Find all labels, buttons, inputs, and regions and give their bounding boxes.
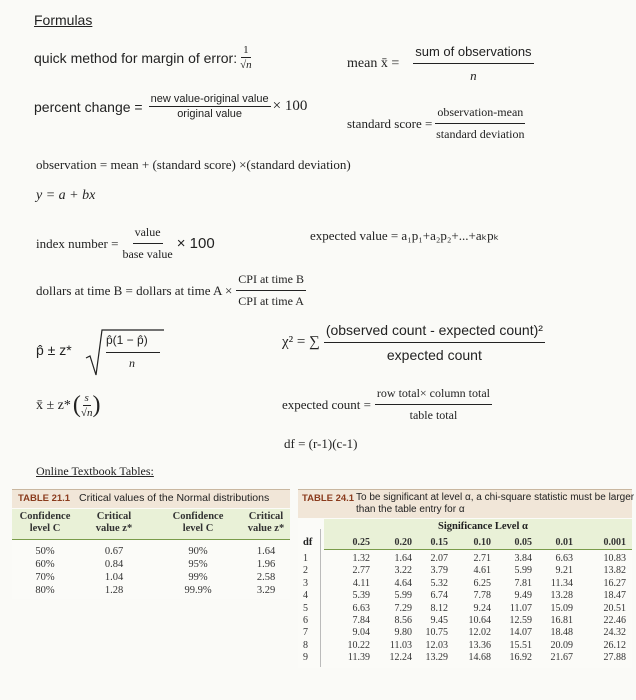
table-cell: 2.58 bbox=[256, 572, 276, 583]
table-24-df-value: 9 bbox=[303, 652, 308, 664]
chi-fraction bbox=[324, 322, 545, 363]
online-tables-label: Online Textbook Tables: bbox=[36, 464, 154, 478]
cpi-label: dollars at time B = dollars at time A × bbox=[36, 282, 233, 298]
t21-h-conf-2b: level C bbox=[182, 523, 214, 534]
table-cell: 13.36 bbox=[468, 639, 491, 651]
cpi-den: CPI at time A bbox=[238, 294, 304, 308]
line-formula: y = a + bx bbox=[36, 188, 96, 203]
meanci-den: √n bbox=[80, 407, 93, 419]
mean-num: sum of observations bbox=[413, 44, 533, 64]
table-24-level-header: 0.05 bbox=[514, 537, 532, 548]
table-cell: 13.29 bbox=[425, 652, 448, 664]
table-cell: 11.34 bbox=[550, 577, 573, 589]
expcount-den: table total bbox=[409, 408, 458, 422]
df-formula: df = (r-1)(c-1) bbox=[284, 436, 358, 451]
table-21-tag: TABLE 21.1 bbox=[18, 493, 71, 504]
table-cell: 27.88 bbox=[603, 652, 626, 664]
table-24-df-value: 7 bbox=[303, 627, 308, 639]
t21-h-crit-1b: value z* bbox=[95, 523, 133, 534]
table-cell: 1.28 bbox=[104, 585, 124, 596]
index-fraction bbox=[122, 225, 172, 262]
meanci-num: s bbox=[84, 392, 89, 404]
table-24-df-value: 1 bbox=[303, 553, 308, 564]
table-cell: 1.04 bbox=[104, 572, 124, 583]
proportion-ci-formula bbox=[36, 328, 166, 380]
percent-change-formula bbox=[34, 93, 307, 120]
table-cell: 1.64 bbox=[394, 553, 412, 564]
expcount-fraction bbox=[375, 386, 492, 423]
table-cell: 10.22 bbox=[347, 639, 370, 651]
table-cell: 12.24 bbox=[389, 652, 412, 664]
table-24-df-value: 6 bbox=[303, 615, 308, 626]
prop-frac-line bbox=[106, 352, 160, 353]
mean-formula bbox=[347, 44, 534, 84]
table-cell: 9.49 bbox=[514, 590, 532, 602]
table-24-sig-label: Significance Level α bbox=[438, 521, 528, 532]
margin-num: 1 bbox=[243, 44, 249, 56]
table-cell: 0.84 bbox=[104, 559, 124, 570]
table-cell: 9.04 bbox=[352, 627, 370, 639]
mean-fraction bbox=[413, 44, 533, 84]
table-cell: 10.64 bbox=[468, 615, 491, 626]
pct-label: percent change = bbox=[34, 98, 143, 115]
table-24-df-value: 2 bbox=[303, 565, 308, 577]
table-cell: 9.45 bbox=[430, 615, 448, 626]
prop-num: p̂(1 − p̂) bbox=[106, 333, 148, 347]
table-cell: 24.32 bbox=[603, 627, 626, 639]
table-cell: 8.56 bbox=[394, 615, 412, 626]
table-cell: 7.78 bbox=[473, 590, 491, 602]
table-24-tag: TABLE 24.1 bbox=[302, 493, 355, 504]
table-24-1 bbox=[298, 489, 635, 668]
table-cell: 3.29 bbox=[256, 585, 276, 596]
table-cell: 13.28 bbox=[550, 590, 573, 602]
table-cell: 99.9% bbox=[184, 585, 212, 596]
table-cell: 20.09 bbox=[550, 639, 573, 651]
index-num: value bbox=[133, 225, 163, 244]
table-24-level-header: 0.20 bbox=[394, 537, 412, 548]
table-cell: 60% bbox=[35, 559, 55, 570]
table-24-df-value: 5 bbox=[303, 602, 308, 614]
mean-den: n bbox=[470, 68, 477, 83]
meanci-lead: x̄ ± z* bbox=[36, 397, 71, 413]
table-cell: 18.48 bbox=[550, 627, 573, 639]
table-24-level-header: 0.001 bbox=[603, 537, 626, 548]
table-cell: 80% bbox=[35, 585, 55, 596]
table-cell: 2.07 bbox=[430, 553, 448, 564]
table-24-df-label: df bbox=[303, 537, 313, 548]
table-24-level-header: 0.25 bbox=[352, 537, 370, 548]
table-24-level-header: 0.15 bbox=[430, 537, 448, 548]
table-cell: 3.84 bbox=[514, 553, 532, 564]
t21-h-crit-1: Critical bbox=[96, 511, 132, 522]
table-cell: 0.67 bbox=[104, 546, 124, 557]
cpi-fraction bbox=[236, 272, 306, 309]
expected-value-formula: expected value = a₁p₁+a₂p₂+...+aₖpₖ bbox=[310, 228, 500, 243]
std-den: standard deviation bbox=[436, 127, 525, 141]
std-num: observation-mean bbox=[435, 105, 525, 124]
chi-den: expected count bbox=[386, 347, 482, 363]
table-cell: 14.68 bbox=[468, 652, 491, 664]
table-cell: 21.67 bbox=[550, 652, 573, 664]
table-cell: 12.03 bbox=[425, 639, 448, 651]
table-cell: 7.29 bbox=[394, 602, 412, 614]
table-cell: 4.11 bbox=[352, 577, 370, 589]
t21-h-crit-2: Critical bbox=[248, 511, 284, 522]
mean-label: mean x̄ = bbox=[347, 56, 400, 71]
table-24-df-value: 8 bbox=[303, 639, 308, 651]
pct-den: original value bbox=[177, 108, 243, 120]
left-paren: ( bbox=[72, 392, 81, 418]
table-cell: 9.21 bbox=[555, 565, 573, 577]
table-cell: 5.99 bbox=[514, 565, 532, 577]
cpi-num: CPI at time B bbox=[236, 272, 306, 291]
table-cell: 3.79 bbox=[430, 565, 448, 577]
margin-of-error-formula bbox=[34, 44, 252, 71]
table-cell: 16.81 bbox=[550, 615, 573, 626]
expcount-num: row total× column total bbox=[375, 386, 492, 405]
standard-score-formula bbox=[347, 105, 525, 142]
table-cell: 9.24 bbox=[473, 602, 491, 614]
table-24-level-header: 0.01 bbox=[555, 537, 573, 548]
table-24-caption-2: than the table entry for α bbox=[356, 504, 465, 515]
table-cell: 11.07 bbox=[509, 602, 532, 614]
table-cell: 10.83 bbox=[603, 553, 626, 564]
chi-lead: χ² = ∑ bbox=[282, 334, 320, 350]
table-cell: 26.12 bbox=[603, 639, 626, 651]
table-24-level-header: 0.10 bbox=[473, 537, 491, 548]
expcount-label: expected count = bbox=[282, 396, 371, 412]
table-cell: 8.12 bbox=[430, 602, 448, 614]
table-cell: 5.39 bbox=[352, 590, 370, 602]
table-cell: 18.47 bbox=[603, 590, 626, 602]
table-cell: 70% bbox=[35, 572, 55, 583]
table-24-df-rule bbox=[320, 529, 321, 667]
table-cell: 1.32 bbox=[352, 553, 370, 564]
pct-fraction bbox=[149, 93, 271, 120]
index-tail: × 100 bbox=[176, 235, 215, 252]
table-cell: 16.92 bbox=[509, 652, 532, 664]
table-cell: 6.63 bbox=[352, 602, 370, 614]
table-cell: 16.27 bbox=[603, 577, 626, 589]
pct-num: new value-original value bbox=[150, 93, 269, 105]
mean-ci-formula bbox=[36, 392, 100, 419]
margin-label: quick method for margin of error: bbox=[34, 49, 238, 66]
table-cell: 11.39 bbox=[347, 652, 370, 664]
table-cell: 2.71 bbox=[473, 553, 491, 564]
table-cell: 14.07 bbox=[509, 627, 532, 639]
meanci-fraction bbox=[81, 392, 93, 419]
prop-den: n bbox=[129, 356, 135, 370]
index-label: index number = bbox=[36, 235, 119, 251]
table-cell: 6.74 bbox=[430, 590, 448, 602]
table-24-df-value: 4 bbox=[303, 590, 308, 602]
table-cell: 10.75 bbox=[425, 627, 448, 639]
table-cell: 20.51 bbox=[603, 602, 626, 614]
table-cell: 90% bbox=[188, 546, 208, 557]
table-cell: 1.96 bbox=[256, 559, 276, 570]
table-cell: 15.51 bbox=[509, 639, 532, 651]
table-cell: 95% bbox=[188, 559, 208, 570]
table-cell: 3.22 bbox=[394, 565, 412, 577]
std-fraction bbox=[435, 105, 525, 142]
table-cell: 2.77 bbox=[352, 565, 370, 577]
std-label: standard score = bbox=[347, 115, 433, 131]
table-cell: 5.99 bbox=[394, 590, 412, 602]
table-cell: 9.80 bbox=[394, 627, 412, 639]
pct-tail: × 100 bbox=[272, 98, 308, 114]
table-cell: 6.63 bbox=[555, 553, 573, 564]
table-24-df-value: 3 bbox=[303, 577, 308, 589]
observation-formula: observation = mean + (standard score) ×(standard deviation) bbox=[36, 157, 351, 172]
prop-lead: p̂ ± z* bbox=[36, 342, 72, 358]
table-cell: 11.03 bbox=[389, 639, 412, 651]
t21-h-conf-1: Confidence bbox=[19, 511, 71, 522]
index-number-formula bbox=[36, 225, 215, 262]
t21-h-crit-2b: value z* bbox=[247, 523, 285, 534]
table-21-header-rule bbox=[12, 539, 290, 540]
table-24-header-rule bbox=[324, 549, 632, 550]
right-paren: ) bbox=[92, 392, 101, 418]
table-cell: 13.82 bbox=[603, 565, 626, 577]
page-title: Formulas bbox=[34, 12, 93, 28]
table-cell: 5.32 bbox=[430, 577, 448, 589]
index-den: base value bbox=[122, 247, 173, 261]
table-cell: 50% bbox=[35, 546, 55, 557]
t21-h-conf-1b: level C bbox=[29, 523, 61, 534]
margin-fraction bbox=[240, 44, 252, 71]
chi-num: (observed count - expected count)² bbox=[324, 322, 545, 343]
table-cell: 7.81 bbox=[514, 577, 532, 589]
table-cell: 99% bbox=[188, 572, 208, 583]
chi-square-formula bbox=[282, 322, 545, 363]
table-cell: 12.59 bbox=[509, 615, 532, 626]
table-cell: 22.46 bbox=[603, 615, 626, 626]
table-cell: 15.09 bbox=[550, 602, 573, 614]
table-cell: 1.64 bbox=[256, 546, 276, 557]
table-cell: 4.64 bbox=[394, 577, 412, 589]
cpi-formula bbox=[36, 272, 306, 309]
expected-count-formula bbox=[282, 386, 492, 423]
t21-h-conf-2: Confidence bbox=[172, 511, 224, 522]
table-cell: 6.25 bbox=[473, 577, 491, 589]
table-24-caption-1: To be significant at level α, a chi-square statistic must be larger bbox=[356, 492, 635, 503]
margin-den: √n bbox=[240, 59, 252, 71]
table-21-1 bbox=[12, 489, 290, 599]
table-cell: 7.84 bbox=[352, 615, 370, 626]
table-cell: 12.02 bbox=[468, 627, 491, 639]
table-21-caption: Critical values of the Normal distributions bbox=[79, 492, 270, 504]
table-cell: 4.61 bbox=[473, 565, 491, 577]
